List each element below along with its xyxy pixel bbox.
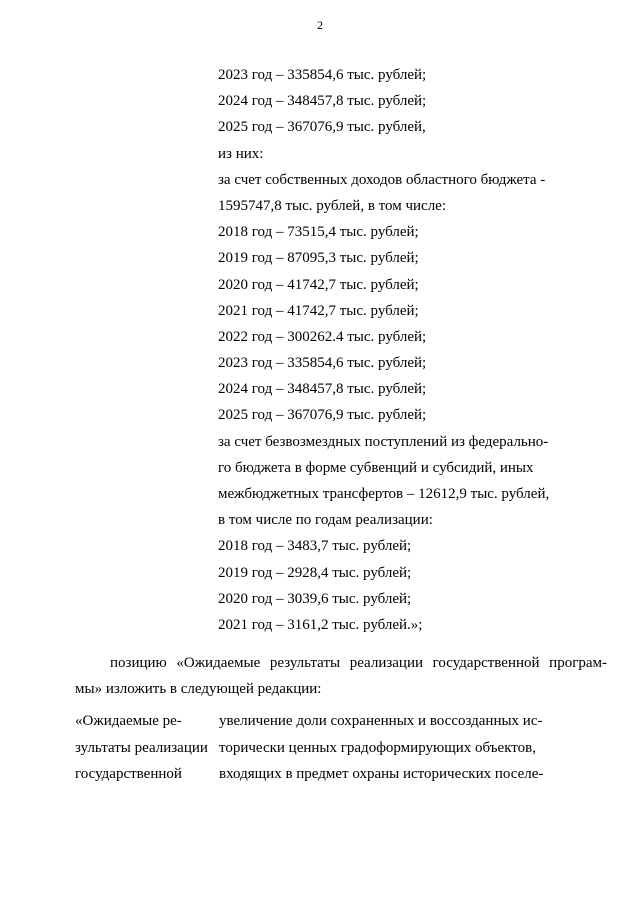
table-value-line: входящих в предмет охраны исторических поселе- [219,766,544,782]
funding-list [218,62,549,638]
amendment-paragraph: позицию «Ожидаемые результаты реализации государственной програм- [110,655,607,671]
funding-line: 2020 год – 41742,7 тыс. рублей; [218,276,419,293]
funding-line: за счет безвозмездных поступлений из федерально- [218,433,549,450]
funding-line: межбюджетных трансфертов – 12612,9 тыс. рублей, [218,486,550,502]
page-number: 2 [317,18,323,32]
funding-line: 2020 год – 3039,6 тыс. рублей; [218,590,412,607]
funding-line: 2024 год – 348457,8 тыс. рублей; [218,93,427,110]
funding-line: 1595747,8 тыс. рублей, в том числе: [218,197,447,214]
funding-line: за счет собственных доходов областного бюджета - [218,171,546,188]
funding-line: 2021 год – 41742,7 тыс. рублей; [218,302,419,319]
funding-line: 2018 год – 3483,7 тыс. рублей; [218,538,412,555]
funding-line: 2024 год – 348457,8 тыс. рублей; [218,381,427,398]
funding-line: 2019 год – 87095,3 тыс. рублей; [218,250,419,267]
funding-line: го бюджета в форме субвенций и субсидий, иных [218,459,534,476]
funding-line: 2025 год – 367076,9 тыс. рублей; [218,407,427,424]
funding-line: 2023 год – 335854,6 тыс. рублей; [218,67,427,83]
funding-line: 2023 год – 335854,6 тыс. рублей; [218,355,427,372]
table-value-line: увеличение доли сохраненных и воссозданных ис- [219,713,543,729]
table-label-column [75,708,215,788]
funding-line: 2022 год – 300262.4 тыс. рублей; [218,328,427,345]
funding-line: 2018 год – 73515,4 тыс. рублей; [218,224,419,241]
funding-line: в том числе по годам реализации: [218,512,433,529]
amendment-paragraph-continued: мы» изложить в следующей редакции: [75,681,322,697]
funding-line: 2021 год – 3161,2 тыс. рублей.»; [218,616,423,633]
table-label-line: государственной [75,766,182,782]
funding-line: 2019 год – 2928,4 тыс. рублей; [218,564,412,581]
funding-line: 2025 год – 367076,9 тыс. рублей, [218,119,426,136]
table-value-line: торически ценных градоформирующих объектов, [219,739,536,756]
table-label-line: «Ожидаемые ре- [75,713,182,729]
table-value-column [219,708,609,788]
funding-line: из них: [218,145,264,162]
table-label-line: зультаты реализации [75,739,208,756]
